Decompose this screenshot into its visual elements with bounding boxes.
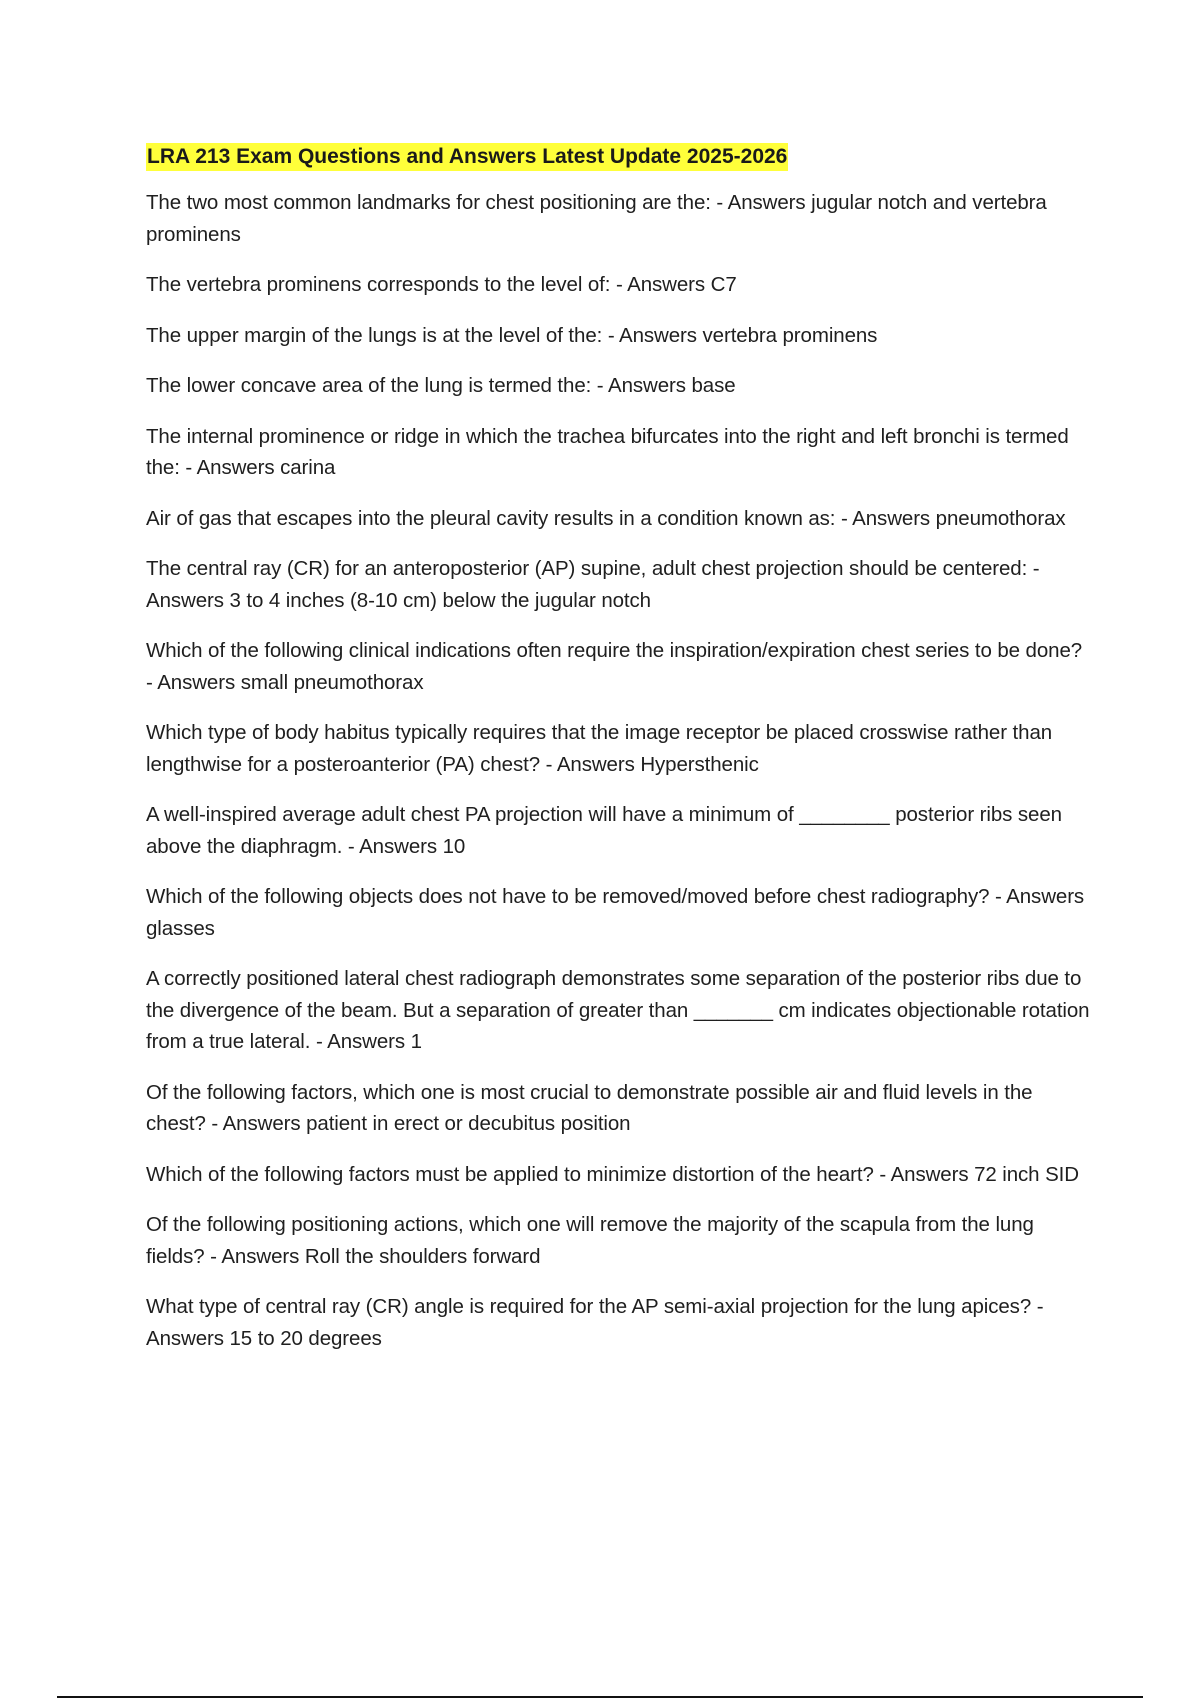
qa-item: A correctly positioned lateral chest radiograph demonstrates some separation of the posterior ribs due to the divergence of the beam. But a separation of greater than _______ cm indicates objectionable rotation from a true lateral. - Answers 1 [146,967,1090,1053]
document-content [146,143,1091,1373]
qa-item: Which type of body habitus typically requires that the image receptor be placed crosswise rather than lengthwise for a posteroanterior (PA) chest? - Answers Hypersthenic [146,721,1053,776]
qa-item: The lower concave area of the lung is termed the: - Answers base [146,374,736,397]
qa-item: Of the following positioning actions, which one will remove the majority of the scapula from the lung fields? - Answers Roll the shoulders forward [146,1213,1034,1268]
qa-item: Of the following factors, which one is most crucial to demonstrate possible air and fluid levels in the chest? - Answers patient in erect or decubitus position [146,1080,1033,1135]
qa-item: The internal prominence or ridge in which the trachea bifurcates into the right and left bronchi is termed the: - Answers carina [146,424,1069,479]
footer-divider [57,1696,1143,1698]
qa-item: The vertebra prominens corresponds to the level of: - Answers C7 [146,273,737,296]
qa-item: The central ray (CR) for an anteroposterior (AP) supine, adult chest projection should be centered: - Answers 3 to 4 inches (8-10 cm) below the jugular notch [146,557,1040,612]
qa-item: The upper margin of the lungs is at the level of the: - Answers vertebra prominens [146,323,878,347]
qa-item: Which of the following clinical indications often require the inspiration/expiration chest series to be done? - Answers small pneumothorax [146,639,1083,694]
qa-item: Which of the following objects does not have to be removed/moved before chest radiography? - Answers glasses [146,885,1085,940]
qa-item: What type of central ray (CR) angle is required for the AP semi-axial projection for the lung apices? - Answers 15 to 20 degrees [146,1295,1044,1350]
qa-item: The two most common landmarks for chest positioning are the: - Answers jugular notch and vertebra prominens [146,191,1047,246]
qa-item: A well-inspired average adult chest PA projection will have a minimum of ________ posterior ribs seen above the diaphragm. - Answers 10 [146,803,1062,858]
document-title: LRA 213 Exam Questions and Answers Latest Update 2025-2026 [146,143,788,171]
qa-item: Air of gas that escapes into the pleural cavity results in a condition known as: - Answers pneumothorax [146,506,1066,530]
qa-item: Which of the following factors must be applied to minimize distortion of the heart? - Answers 72 inch SID [146,1162,1079,1186]
